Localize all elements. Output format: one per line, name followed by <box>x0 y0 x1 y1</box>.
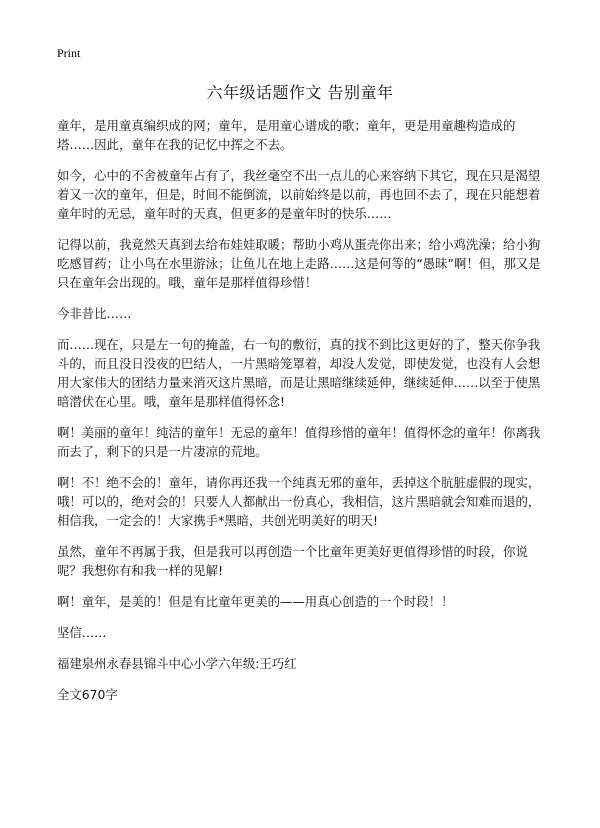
paragraph: 而……现在，只是左一句的掩盖，右一句的敷衍，真的找不到比这更好的了，整天你争我斗的，而且没日没夜的巴结人，一片黑暗笼罩着，却没人发觉，即使发觉，也没有人会想用大家伟大的团结力量来消灭这片黑暗，而是让黑暗继续延伸，继续延伸……以至于使黑暗潜伏在心里。哦，童年是那样值得怀念! <box>57 337 541 409</box>
article-body <box>57 116 545 716</box>
paragraph: 如今，心中的不舍被童年占有了，我丝毫空不出一点儿的心来容纳下其它，现在只是渴望着又一次的童年，但是，时间不能倒流，以前始终是以前，再也回不去了，现在只能想着童年时的无忌，童年时的天真，但更多的是童年时的快乐…… <box>57 168 541 221</box>
closing-line: 坚信…… <box>57 625 107 640</box>
paragraph: 今非昔比…… <box>57 306 132 321</box>
word-count: 全文670字 <box>57 687 118 702</box>
paragraph: 记得以前，我竟然天真到去给布娃娃取暖；帮助小鸡从蛋壳你出来；给小鸡洗澡；给小狗吃感冒药；让小鸟在水里游泳；让鱼儿在地上走路……这是何等的“愚昧”啊！但，那又是只在童年会出现的。哦，童年是那样值得珍惜！ <box>57 237 541 290</box>
paragraph: 童年，是用童真编织成的网；童年，是用童心谱成的歌；童年，更是用童趣构造成的塔……因此，童年在我的记忆中挥之不去。 <box>57 118 516 152</box>
paragraph: 啊！美丽的童年！纯洁的童年！无忌的童年！值得珍惜的童年！值得怀念的童年！你离我而去了，剩下的只是一片凄凉的荒地。 <box>57 425 541 459</box>
print-link[interactable]: Print <box>57 46 81 60</box>
author-line: 福建泉州永春县锦斗中心小学六年级:王巧红 <box>57 656 297 671</box>
paragraph: 虽然，童年不再属于我，但是我可以再创造一个比童年更美好更值得珍惜的时段，你说呢？我想你有和我一样的见解! <box>57 544 528 578</box>
article-title: 六年级话题作文 告别童年 <box>206 83 394 102</box>
paragraph: 啊！童年，是美的！但是有比童年更美的——用真心创造的一个时段！！ <box>57 594 454 609</box>
paragraph: 啊！不！绝不会的！童年，请你再还我一个纯真无邪的童年，丢掉这个肮脏虚假的现实，哦！可以的，绝对会的！只要人人都献出一份真心，我相信，这片黑暗就会知难而退的，相信我，一定会的！大家携手*黑暗，共创光明美好的明天! <box>57 475 541 528</box>
